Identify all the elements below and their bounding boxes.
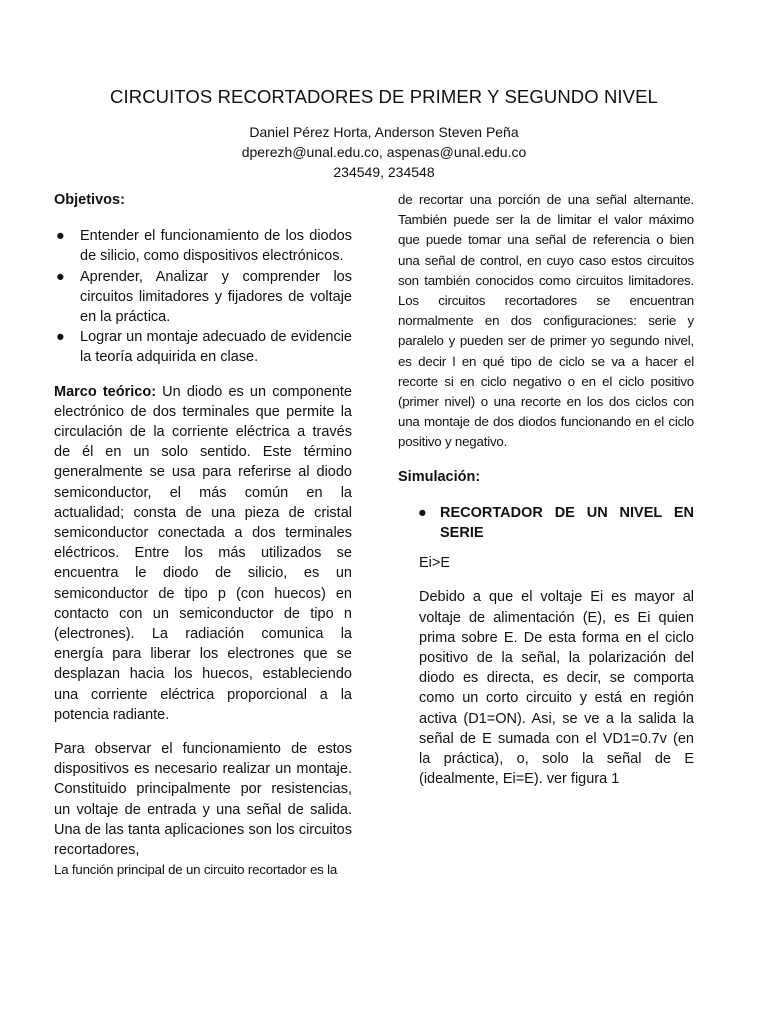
right-column — [398, 190, 694, 789]
list-item — [398, 503, 694, 543]
objetivos-heading: Objetivos: — [54, 192, 125, 208]
list-item — [54, 267, 352, 328]
condition-text: Ei>E — [419, 555, 451, 572]
explanation-paragraph: Debido a que el voltaje Ei es mayor al voltaje de alimentación (E), es Ei quien prima sobre E. De esta forma en el ciclo positivo de la señal, la polarización del diodo es directa, es decir, se comporta como un corto circuito y está en región activa (D1=ON). Asi, se ve a la salida la señal de E sumada con el VD1=0.7v (en la práctica), o, solo la señal de E (idealmente, Ei=E). ver figura 1 — [419, 589, 694, 788]
author-ids: 234549, 234548 — [333, 164, 435, 180]
left-column — [54, 190, 352, 881]
objetivos-list — [54, 226, 352, 367]
author-emails: dperezh@unal.edu.co, aspenas@unal.edu.co — [241, 144, 527, 160]
paragraph-two: Para observar el funcionamiento de estos dispositivos es necesario realizar un montaje. Constituido principalmente por resistencias, un voltaje de entrada y una señal de salida. Una de las tanta aplicaciones son los circuitos recortadores, — [54, 741, 352, 859]
list-item — [54, 226, 352, 266]
marco-teorico-text: Un diodo es un componente electrónico de dos terminales que permite la circulación de la corriente eléctrica a través de él en un solo sentido. Este término generalmente se usa para referirse al diodo semiconductor, el más común en la actualidad; consta de una pieza de cristal semiconductor conectada a dos terminales eléctricos. Entre los más utilizados se encuentra le diodo de silicio, es un semiconductor de tipo p (con huecos) en contacto con un semiconductor de tipo n (electrones). La radiación comunica la energía para liberar los electrones que se desplazan hacia los huecos, estableciendo una corriente eléctrica proporcional a la potencia radiante. — [54, 383, 352, 723]
list-item — [54, 327, 352, 367]
list-item-text: Aprender, Analizar y comprender los circuitos limitadores y fijadores de voltaje en la práctica. — [80, 268, 352, 326]
continuation-paragraph: de recortar una porción de una señal alternante. También puede ser la de limitar el valor máximo que puede tomar una señal de referencia o bien una señal de control, en cuyo caso estos circuitos son también conocidos como circuitos limitadores. Los circuitos recortadores se encuentran normalmente en dos configuraciones: serie y paralelo y pueden ser de primer yo segundo nivel, es decir l en qué tipo de ciclo se va a hacer el recorte si en ciclo negativo o en el ciclo positivo (primer nivel) o una recorte en los dos ciclos con una montaje de dos diodos funcionando en el ciclo positivo y negativo. — [398, 192, 694, 450]
simulacion-list — [398, 503, 694, 543]
simulacion-heading: Simulación: — [398, 468, 481, 485]
author-names: Daniel Pérez Horta, Anderson Steven Peña — [249, 124, 519, 140]
paper-title: CIRCUITOS RECORTADORES DE PRIMER Y SEGUNDO NIVEL — [110, 86, 658, 107]
list-item-text: Entender el funcionamiento de los diodos de silicio, como dispositivos electrónicos. — [80, 228, 352, 265]
marco-teorico-heading: Marco teórico: — [54, 383, 157, 400]
bullet-icon: ● — [56, 329, 65, 346]
bullet-icon: ● — [56, 228, 65, 245]
bullet-icon: ● — [56, 268, 65, 285]
author-block — [0, 122, 768, 182]
marco-teorico-paragraph — [54, 382, 352, 725]
bullet-icon: ● — [418, 504, 427, 521]
paragraph-two-tail: La función principal de un circuito recortador es la — [54, 862, 338, 878]
list-item-text: RECORTADOR DE UN NIVEL EN SERIE — [440, 504, 694, 542]
list-item-text: Lograr un montaje adecuado de evidencie la teoría adquirida en clase. — [80, 329, 352, 366]
